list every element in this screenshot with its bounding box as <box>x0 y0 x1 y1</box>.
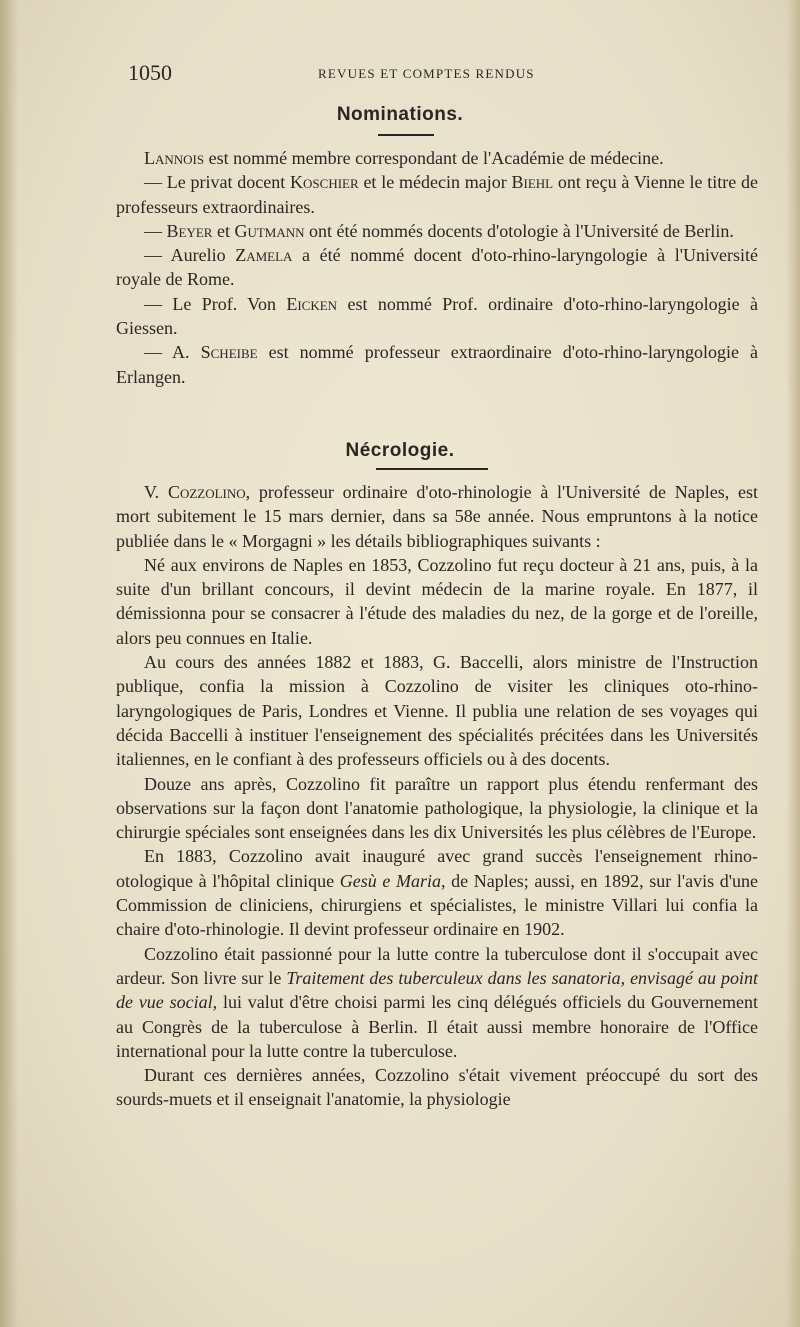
running-head: REVUES ET COMPTES RENDUS <box>318 66 535 81</box>
paragraph: Cozzolino était passionné pour la lutte contre la tuberculose dont il s'occupait avec ardeur. Son livre sur le Traitement des tuberculeux dans les sanatoria, envisagé au point de vue social, lui valut d'être choisi parmi les cinq délégués officiels du Gouvernement au Congrès de la tuberculose à Berlin. Il était aussi membre honoraire de l'Office international pour la lutte contre la tuberculose. <box>116 943 759 1061</box>
paragraph: — Le privat docent Koschier et le médecin major Biehl ont reçu à Vienne le titre de professeurs extraordinaires. <box>116 172 759 217</box>
page-edge-shadow-left <box>0 0 18 1327</box>
page-edge-shadow-right <box>786 0 800 1327</box>
paragraph: Né aux environs de Naples en 1853, Cozzolino fut reçu docteur à 21 ans, puis, à la suite d'un brillant concours, il devint médecin de la marine royale. En 1877, il démissionna pour se consacrer à l'étude des maladies du nez, de la gorge et de l'oreille, alors peu connues en Italie. <box>116 554 758 648</box>
paragraph: Au cours des années 1882 et 1883, G. Baccelli, alors ministre de l'Instruction publique, confia la mission à Cozzolino de visiter les cliniques oto-rhino-laryngologiques de Paris, Londres et Vienne. Il publia une relation de ses voyages qui décida Baccelli à instituer l'enseignement des spécialités précitées dans les Universités italiennes, en le confiant à des professeurs officiels ou à des docents. <box>116 652 758 770</box>
paragraph: En 1883, Cozzolino avait inauguré avec grand succès l'enseignement rhino-otologique à l'hôpital clinique Gesù e Maria, de Naples; aussi, en 1892, sur l'avis d'une Commission de cliniciens, chirurgiens et spécialistes, le ministre Villari lui confia la chaire d'oto-rhinologie. Il devint professeur ordinaire en 1902. <box>116 846 759 940</box>
page-header <box>128 60 758 90</box>
title-rule <box>378 134 434 136</box>
section-title-nominations: Nominations. <box>336 104 464 125</box>
paragraph: — Le Prof. Von Eicken est nommé Prof. ordinaire d'oto-rhino-laryngologie à Giessen. <box>116 293 758 339</box>
nominations-body <box>116 146 758 389</box>
page-number: 1050 <box>128 60 172 85</box>
paragraph: Durant ces dernières années, Cozzolino s'était vivement préoccupé du sort des sourds-muets et il enseignait l'anatomie, la physiologie <box>116 1065 758 1110</box>
necrologie-body <box>116 480 758 1112</box>
paragraph: — Beyer et Gutmann ont été nommés docents d'otologie à l'Université de Berlin. <box>144 220 734 241</box>
paragraph: — A. Scheibe est nommé professeur extraordinaire d'oto-rhino-laryngologie à Erlangen. <box>116 342 758 387</box>
paragraph: Lannois est nommé membre correspondant de l'Académie de médecine. <box>144 148 664 168</box>
title-rule <box>376 468 488 470</box>
paragraph: V. Cozzolino, professeur ordinaire d'oto-rhinologie à l'Université de Naples, est mort subitement le 15 mars dernier, dans sa 58e année. Nous empruntons à la notice publiée dans le « Morgagni » les détails bibliographiques suivants : <box>116 482 758 551</box>
paragraph: — Aurelio Zamela a été nommé docent d'oto-rhino-laryngologie à l'Université royale de Rome. <box>116 245 758 290</box>
section-title-necrologie: Nécrologie. <box>345 440 455 461</box>
paragraph: Douze ans après, Cozzolino fit paraître un rapport plus étendu renfermant des observations sur la façon dont l'anatomie pathologique, la physiologie, la clinique et la chirurgie spéciales sont enseignées dans les dix Universités les plus célèbres de l'Europe. <box>116 773 758 843</box>
